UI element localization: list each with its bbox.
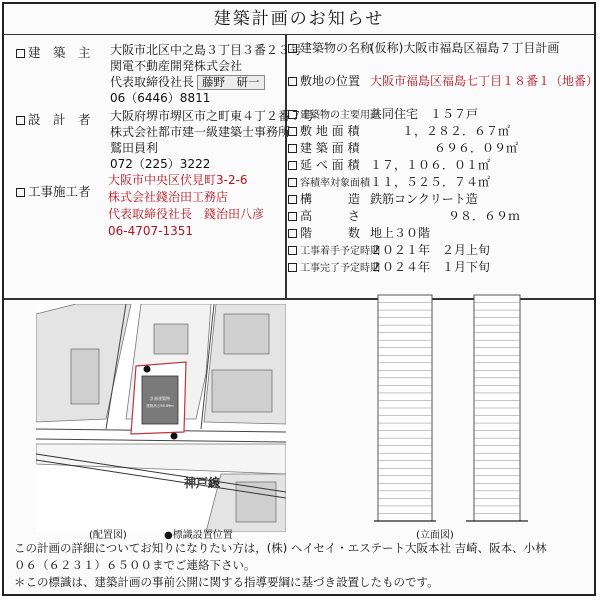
building: [71, 349, 99, 404]
checkbox-icon: [288, 77, 297, 86]
railway-label: 神戸線: [184, 476, 221, 490]
contractor-label: 工事施工者: [28, 184, 91, 199]
spec-row: [288, 140, 519, 157]
building: [212, 370, 272, 412]
checkbox-icon: [288, 229, 297, 238]
spec-value: 地上３０階: [370, 226, 431, 240]
spec-key: 構 造: [300, 192, 361, 206]
notice-sign: [2, 2, 599, 596]
map-caption: (配置図): [89, 530, 127, 541]
checkbox-icon: [288, 144, 297, 153]
spec-row: [288, 73, 599, 90]
owner-block: [110, 42, 302, 106]
footer-line-1: この計画の詳細についてお知りになりたい方は，(株) ヘイセイ・エステート大阪本社 吉崎、阪本、小林: [14, 541, 547, 555]
spec-value: (仮称)大阪市福島区福島７丁目計画: [370, 41, 560, 55]
designer-label: 設 計 者: [28, 112, 91, 127]
owner-rep-title: 代表取締役社長: [110, 75, 195, 89]
spec-key: 建 築 面 積: [300, 141, 360, 155]
spec-key: 建築物の名称: [300, 41, 373, 55]
checkbox-icon: [288, 195, 297, 204]
spec-row: [288, 174, 491, 191]
checkbox-icon: [288, 246, 297, 255]
designer-phone: 072（225）3222: [110, 157, 211, 171]
site-label: 計画建築物: [150, 396, 170, 401]
spec-value: １１，５２５．７４㎡: [370, 175, 491, 189]
owner-label-row: [16, 43, 91, 61]
spec-value: 大阪市福島区福島七丁目１８番１（地番）: [370, 74, 599, 88]
contractor-block: [108, 172, 264, 240]
checkbox-icon: [288, 161, 297, 170]
spec-row: [288, 191, 478, 208]
spec-key: 高 さ: [300, 209, 361, 223]
contractor-label-row: [16, 182, 91, 200]
contractor-address: 大阪市中央区伏見町3-2-6: [108, 173, 248, 187]
spec-row: [288, 259, 491, 276]
contractor-company: 株式会社錢治田工務店: [108, 190, 229, 204]
spec-row: [288, 208, 521, 225]
sign-title: 建築計画のお知らせ: [4, 4, 594, 35]
designer-company: 株式会社都市建一級建築士事務所: [110, 125, 291, 139]
designer-person: 鷲田員利: [110, 141, 159, 155]
spec-key: 敷地の位置: [300, 74, 361, 88]
checkbox-icon: [16, 116, 25, 125]
owner-label: 建 築 主: [28, 45, 91, 60]
checkbox-icon: [16, 49, 25, 58]
owner-phone: 06（6446）8811: [110, 91, 211, 105]
checkbox-icon: [288, 110, 297, 119]
spec-key: 工事完了予定時期: [300, 263, 380, 274]
spec-row: [288, 40, 560, 57]
building: [236, 482, 276, 522]
spec-key: 延 べ 面 積: [300, 158, 360, 172]
contractor-rep: 代表取締役社長 錢治田八彦: [108, 207, 265, 221]
checkbox-icon: [288, 127, 297, 136]
spec-row: [288, 106, 479, 123]
elevation-caption: (立面図): [416, 530, 454, 541]
footer-line-3: ＊この標識は、建築計画の事前公開に関する指導要綱に基づき設置したものです。: [14, 575, 439, 589]
spec-value: ２０２４年 １月下旬: [370, 260, 491, 274]
checkbox-icon: [16, 188, 25, 197]
owner-rep-name: 藤野 研一: [197, 75, 265, 90]
building: [154, 324, 188, 354]
spec-key: 建築物の主要用途: [300, 110, 380, 121]
site-plan-map: [36, 304, 286, 532]
footer-line-2: ０６（６２３１）６５００までご連絡下さい。: [14, 558, 256, 572]
spec-row: [288, 242, 491, 259]
spec-value: 鉄筋コンクリート造: [370, 192, 478, 206]
designer-address: 大阪府堺市堺区市之町東４丁２番７号: [110, 109, 315, 123]
contractor-phone: 06-4707-1351: [108, 224, 194, 238]
sign-marker: [171, 433, 178, 440]
designer-label-row: [16, 110, 91, 128]
checkbox-icon: [288, 44, 297, 53]
spec-row: [288, 157, 491, 174]
owner-address: 大阪市北区中之島３丁目３番２３号: [110, 43, 303, 57]
spec-value: １，２８２．６７㎡: [402, 124, 511, 138]
spec-value: １７，１０６．０１㎡: [370, 158, 491, 172]
owner-rep-row: [110, 74, 302, 90]
checkbox-icon: [288, 178, 297, 187]
spec-row: [288, 225, 431, 242]
spec-key: 階 数: [300, 226, 361, 240]
spec-value: ９８．６９ｍ: [448, 209, 521, 223]
checkbox-icon: [288, 212, 297, 221]
spec-value: ２０２１年 ２月上旬: [370, 243, 491, 257]
spec-value: ６９６．０９㎡: [434, 141, 519, 155]
site-sub-label: 建物高さ98.69m: [146, 404, 174, 408]
spec-row: [288, 123, 511, 140]
sign-marker: [144, 366, 151, 373]
spec-key: 工事着手予定時期: [300, 246, 380, 257]
spec-key: 容積率対象面積: [300, 178, 370, 189]
building: [224, 314, 269, 354]
marker-caption: ●標識設置位置: [164, 530, 233, 541]
spec-value: 共同住宅 １５７戸: [370, 107, 479, 121]
owner-company: 関電不動産開発株式会社: [110, 59, 243, 73]
designer-block: [110, 108, 314, 172]
checkbox-icon: [288, 263, 297, 272]
spec-key: 敷 地 面 積: [300, 124, 360, 138]
elevation-drawing-side: [466, 291, 528, 525]
elevation-drawing-front: [374, 291, 436, 525]
